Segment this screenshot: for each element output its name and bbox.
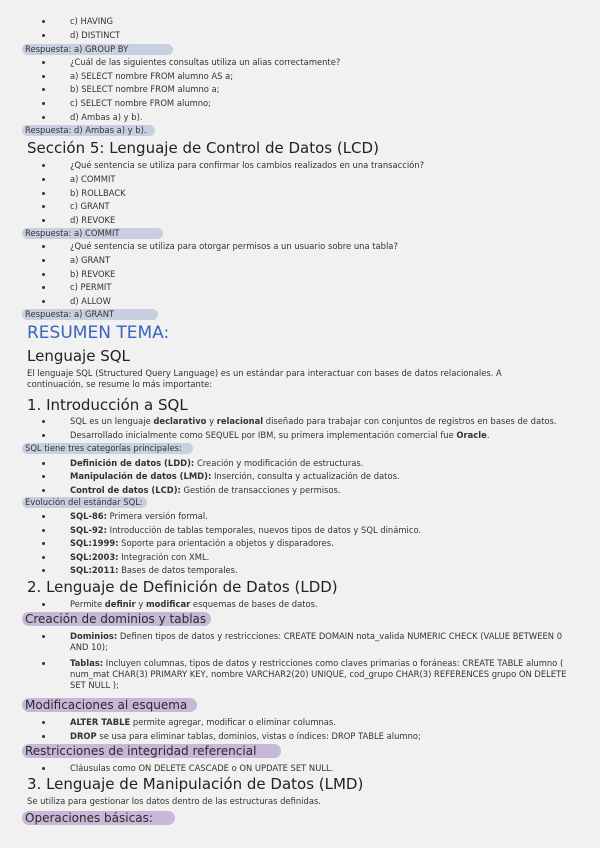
creacion-label: Creación de dominios y tablas	[22, 612, 211, 626]
bullet	[42, 662, 45, 665]
section-heading: 2. Lenguaje de Definición de Datos (LDD)	[27, 578, 338, 596]
bullet	[42, 273, 45, 276]
bullet	[42, 515, 45, 518]
list-item: Permite definir y modificar esquemas de bases de datos.	[70, 599, 318, 609]
option-item: b) REVOKE	[70, 269, 116, 279]
bullet	[42, 542, 45, 545]
section-heading: 3. Lenguaje de Manipulación de Datos (LMD)	[27, 775, 364, 793]
option-item: d) Ambas a) y b).	[70, 112, 143, 122]
bullet	[42, 61, 45, 64]
bullet	[42, 259, 45, 262]
list-item: DROP se usa para eliminar tablas, dominios, vistas o índices: DROP TABLE alumno;	[70, 731, 421, 741]
option-item: b) SELECT nombre FROM alumno a;	[70, 84, 220, 94]
bullet	[42, 102, 45, 105]
option-item: c) GRANT	[70, 201, 110, 211]
bullet	[42, 767, 45, 770]
list-item: Dominios: Definen tipos de datos y restricciones: CREATE DOMAIN nota_valida NUMERIC CHECK (VALUE BETWEEN 0 AND 10);	[70, 631, 563, 652]
answer-highlight: Respuesta: d) Ambas a) y b).	[22, 125, 155, 136]
ops-label: Operaciones básicas:	[22, 811, 175, 825]
option-item: c) SELECT nombre FROM alumno;	[70, 98, 212, 108]
option-item: a) SELECT nombre FROM alumno AS a;	[70, 71, 234, 81]
list-item: Manipulación de datos (LMD): Inserción, consulta y actualización de datos.	[70, 471, 400, 481]
list-item: SQL:1999: Soporte para orientación a objetos y disparadores.	[70, 538, 334, 548]
bullet	[42, 34, 45, 37]
bullet	[42, 164, 45, 167]
section-heading: Sección 5: Lenguaje de Control de Datos (LCD)	[27, 139, 379, 157]
bullet	[42, 721, 45, 724]
bullet	[42, 603, 45, 606]
intro-paragraph: El lenguaje SQL (Structured Query Language) es un estándar para interactuar con bases de datos relacionales. A continuación, se resume lo más importante:	[27, 368, 502, 389]
bullet	[42, 88, 45, 91]
option-item: c) PERMIT	[70, 282, 112, 292]
section-heading: 1. Introducción a SQL	[27, 396, 188, 414]
option-item: b) ROLLBACK	[70, 188, 126, 198]
bullet	[42, 735, 45, 738]
bullet	[42, 286, 45, 289]
bullet	[42, 75, 45, 78]
list-item: Definición de datos (LDD): Creación y modificación de estructuras.	[70, 458, 364, 468]
section-heading: Lenguaje SQL	[27, 347, 130, 365]
option-item: a) GRANT	[70, 255, 111, 265]
list-item: Tablas: Incluyen columnas, tipos de datos y restricciones como claves primarias o foráneas: CREATE TABLE alumno ( num_mat CHAR(3) PRIMARY KEY, nombre VARCHAR2(20) UNIQUE, cod_grupo CHAR(3) REFERENCES grupo ON DELETE SET NULL );	[70, 658, 567, 690]
list-item: SQL-86: Primera versión formal.	[70, 511, 208, 521]
list-item: SQL:2011: Bases de datos temporales.	[70, 565, 238, 575]
s3-paragraph: Se utiliza para gestionar los datos dentro de las estructuras definidas.	[27, 796, 321, 806]
bullet	[42, 219, 45, 222]
list-item: SQL:2003: Integración con XML.	[70, 552, 210, 562]
bullet	[42, 205, 45, 208]
bullet	[42, 178, 45, 181]
bullet	[42, 20, 45, 23]
answer-highlight: Respuesta: a) GROUP BY	[22, 44, 173, 55]
bullet	[42, 434, 45, 437]
bullet	[42, 192, 45, 195]
list-item: Desarrollado inicialmente como SEQUEL por IBM, su primera implementación comercial fue Oracle.	[70, 430, 490, 440]
list-item: Cláusulas como ON DELETE CASCADE o ON UPDATE SET NULL.	[70, 763, 334, 773]
bullet	[42, 489, 45, 492]
bullet	[42, 556, 45, 559]
option-item: d) REVOKE	[70, 215, 116, 225]
option-item: d) ALLOW	[70, 296, 111, 306]
answer-highlight: Respuesta: a) GRANT	[22, 309, 158, 320]
bullet	[42, 116, 45, 119]
list-item: d) DISTINCT	[70, 30, 121, 40]
modif-label: Modificaciones al esquema	[22, 698, 197, 712]
bullet	[42, 529, 45, 532]
bullet	[42, 475, 45, 478]
resumen-title: RESUMEN TEMA:	[27, 323, 170, 343]
question-text: ¿Qué sentencia se utiliza para otorgar permisos a un usuario sobre una tabla?	[70, 241, 398, 251]
categorias-label: SQL tiene tres categorías principales:	[22, 443, 193, 454]
answer-highlight: Respuesta: a) COMMIT	[22, 228, 163, 239]
bullet	[42, 245, 45, 248]
list-item: Control de datos (LCD): Gestión de transacciones y permisos.	[70, 485, 341, 495]
evolucion-label: Evolución del estándar SQL:	[22, 497, 147, 508]
list-item: SQL-92: Introducción de tablas temporales, nuevos tipos de datos y SQL dinámico.	[70, 525, 422, 535]
option-item: a) COMMIT	[70, 174, 116, 184]
bullet	[42, 462, 45, 465]
restr-label: Restricciones de integridad referencial	[22, 744, 281, 758]
list-item: SQL es un lenguaje declarativo y relacional diseñado para trabajar con conjuntos de registros en bases de datos.	[70, 416, 557, 426]
bullet	[42, 635, 45, 638]
question-text: ¿Qué sentencia se utiliza para confirmar los cambios realizados en una transacción?	[70, 160, 425, 170]
question-text: ¿Cuál de las siguientes consultas utiliza un alias correctamente?	[70, 57, 341, 67]
bullet	[42, 300, 45, 303]
list-item: ALTER TABLE permite agregar, modificar o eliminar columnas.	[70, 717, 336, 727]
bullet	[42, 420, 45, 423]
list-item: c) HAVING	[70, 16, 113, 26]
bullet	[42, 569, 45, 572]
